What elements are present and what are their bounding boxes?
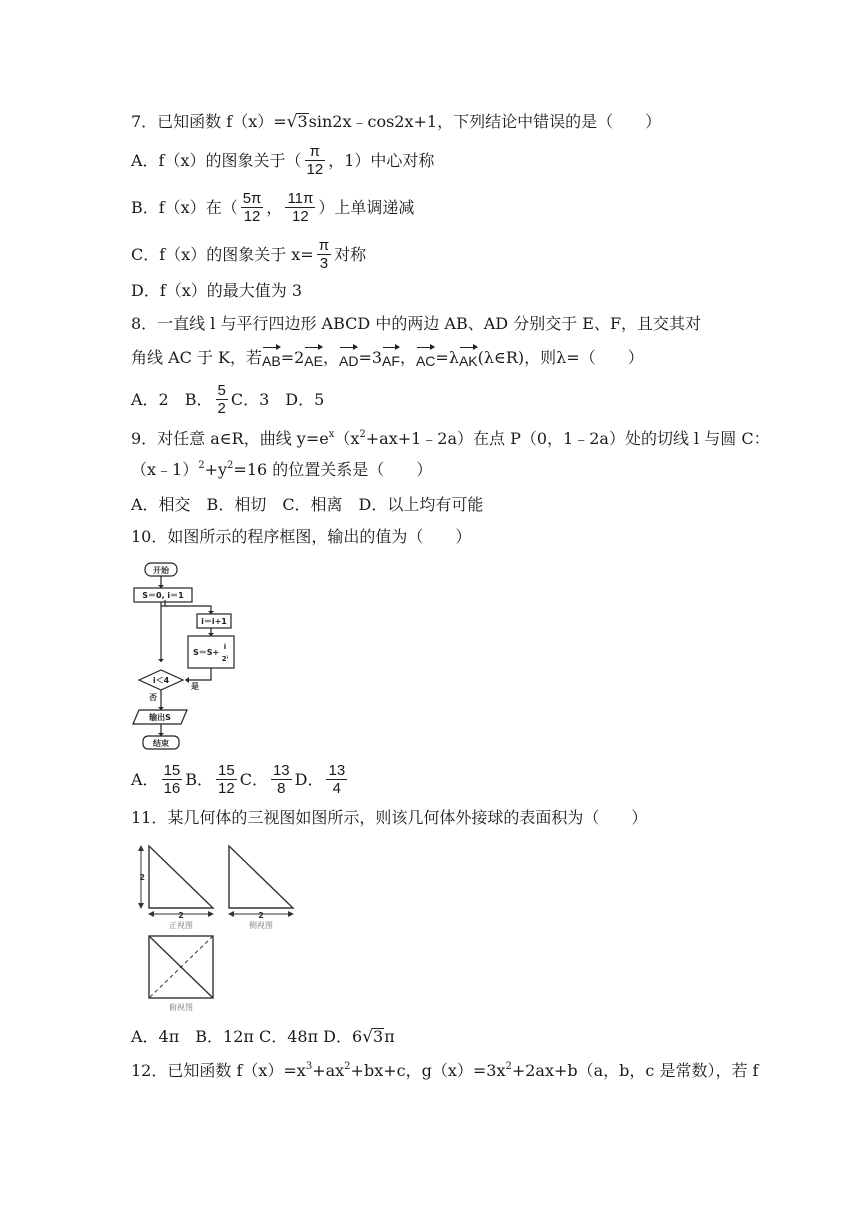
q10-options: A． $\frac{15}{16}$ B． $\frac{15}{12}$ C． $\frac{13}{8}$ D． $\frac{13}{4}$ <box>131 762 346 797</box>
fraction: $\frac{5}{2}$ <box>217 382 226 417</box>
flow-inc-label: i＝i+1 <box>201 617 227 626</box>
dim-side-width: 2 <box>258 911 264 920</box>
vector-ac: AC <box>416 345 435 371</box>
flow-update-den: 2ⁱ <box>221 655 229 663</box>
flow-cond-label: i＜4 <box>152 676 170 685</box>
flow-end-label: 结束 <box>153 739 169 748</box>
q9-line2: $(x﹣1)^2+y^2=16$ 的位置关系是（ ） <box>131 459 433 479</box>
q10-stem: 10．如图所示的程序框图，输出的值为（ ） <box>131 527 472 546</box>
sqrt-icon: √ <box>362 1026 374 1047</box>
dim-front-width: 2 <box>178 911 184 920</box>
fraction: $\frac{15}{12}$ <box>218 762 235 797</box>
vector-ad: AD <box>339 345 358 371</box>
flow-update-num: i <box>223 643 227 651</box>
top-view-label: 俯视图 <box>169 1003 193 1012</box>
fraction: $\frac{13}{8}$ <box>272 762 290 797</box>
side-view-label: 侧视图 <box>249 921 273 930</box>
flow-yes-label: 是 <box>191 682 199 691</box>
vector-af: AF <box>382 345 400 371</box>
sqrt-icon: √ <box>286 111 298 132</box>
front-view-triangle <box>149 846 213 908</box>
q12-stem: 12．已知函数 $f(x)=x^3+ax^2+bx+c$，$g(x)=3x^2+2ax+b(a$，b，c 是常数），若 f <box>131 1060 759 1080</box>
q8-line2: 角线 AC 于 K，若AB=2AE，AD=3AF，AC=λAK(λ∈R)，则λ=（ ） <box>131 345 644 371</box>
q7-option-d: D．f（x）的最大值为 3 <box>131 281 303 300</box>
fraction: $\frac{\pi}{3}$ <box>318 237 330 272</box>
three-view-drawing <box>135 840 307 1014</box>
q8-options: A．2 B． $\frac{5}{2}$ C．3 D．5 <box>131 382 325 417</box>
q7-option-b: B．f（x）在（ $\frac{5\pi}{12}$ ， $\frac{11\pi}{12}$ ）上单调递减 <box>131 190 415 225</box>
fraction: $\frac{5\pi}{12}$ <box>242 190 262 225</box>
vector-ab: AB <box>262 345 281 371</box>
side-view-triangle <box>229 846 293 908</box>
fraction: $\frac{15}{16}$ <box>163 762 181 797</box>
fraction: $\frac{11\pi}{12}$ <box>287 190 314 225</box>
front-view-label: 正视图 <box>169 921 193 930</box>
q11-options: A．4π B．12π C．48π D．6√3π <box>131 1026 395 1047</box>
q9-options: A．相交 B．相切 C．相离 D．以上均有可能 <box>131 495 484 514</box>
q7-option-c: C．f（x）的图象关于 x= $\frac{\pi}{3}$ 对称 <box>131 237 367 272</box>
q11-stem: 11．某几何体的三视图如图所示，则该几何体外接球的表面积为（ ） <box>131 808 648 827</box>
q9-line1: 9．对任意 a∈R，曲线 $y=e^x(x^2+ax+1﹣2a)$在点 P（0，1﹣2a）处的切线 l 与圆 C： <box>131 428 770 448</box>
flow-output-label: 输出S <box>149 713 171 722</box>
flow-update-label: S＝S+ <box>193 648 220 657</box>
flow-no-label: 否 <box>149 693 157 702</box>
flow-start-label: 开始 <box>153 566 169 575</box>
flowchart <box>131 558 241 753</box>
q7-stem: 7．已知函数 f（x）=√3sin2x﹣cos2x+1，下列结论中错误的是（ ） <box>131 111 662 132</box>
vector-ak: AK <box>459 345 478 371</box>
fraction: $\frac{\pi}{12}$ <box>306 143 324 178</box>
fraction: $\frac{13}{4}$ <box>328 762 346 797</box>
flow-init-label: S＝0, i＝1 <box>142 591 184 600</box>
q8-line1: 8．一直线 l 与平行四边形 ABCD 中的两边 AB、AD 分别交于 E、F，且交其对 <box>131 314 702 333</box>
q7-option-a: A．f（x）的图象关于（ $\frac{\pi}{12}$ ，1）中心对称 <box>131 143 435 178</box>
vector-ae: AE <box>304 345 323 371</box>
dim-height: 2 <box>139 873 145 882</box>
